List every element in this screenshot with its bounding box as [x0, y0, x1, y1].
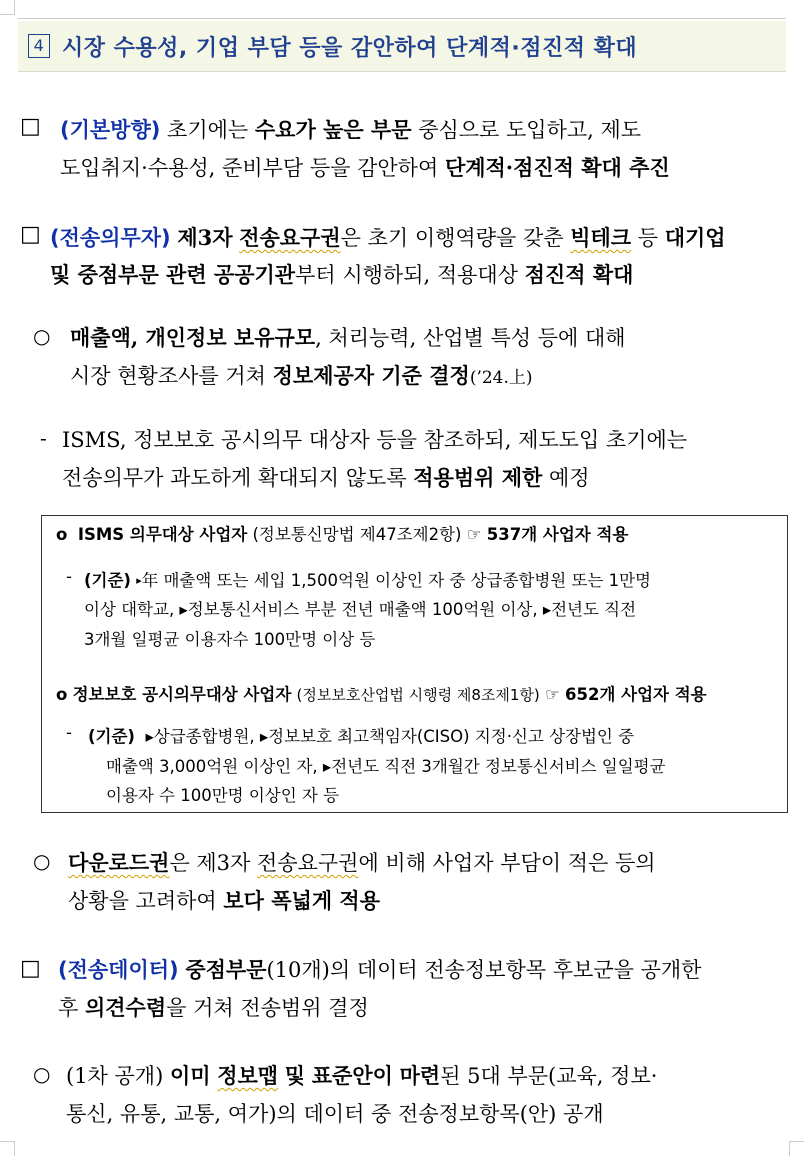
box-item-1-dash: -	[66, 567, 72, 586]
pointing-hand-icon: ☞	[545, 685, 560, 704]
dash-bullet: -	[40, 426, 47, 450]
circle-bullet: ○	[33, 324, 51, 348]
s2-heading: (전송의무자)	[50, 226, 171, 250]
page-top-rule	[18, 18, 786, 19]
circle-bullet: ○	[33, 1062, 51, 1086]
box-item-2-line-2: 매출액 3,000억원 이상인 자, ▸전년도 직전 3개월간 정보통신서비스 일일평균	[106, 757, 666, 776]
s1-line-1: (기본방향) 초기에는 수요가 높은 부문 중심으로 도입하고, 제도	[60, 117, 642, 142]
box-item-1-line-2: 이상 대학교, ▸정보통신서비스 부분 전년 매출액 100억원 이상, ▸전년도 직전	[84, 600, 637, 619]
section-title-bar	[18, 21, 786, 72]
s1-line-2: 도입취지·수용성, 준비부담 등을 감안하여 단계적·점진적 확대 추진	[60, 155, 670, 180]
s3o1-line-2: 통신, 유통, 교통, 여가)의 데이터 중 전송정보항목(안) 공개	[66, 1102, 604, 1126]
triangle-marker-icon: ▸	[136, 574, 142, 587]
circle-bullet: ○	[33, 849, 51, 873]
box-item-1-line-1: (기준) ▸年 매출액 또는 세입 1,500억원 이상인 자 중 상급종합병원 또는 1만명	[84, 571, 651, 590]
s2-line-2: 및 중점부문 관련 공공기관부터 시행하되, 적용대상 점진적 확대	[50, 262, 634, 287]
reference-box	[41, 515, 788, 813]
s2o1-line-1: 매출액, 개인정보 보유규모, 처리능력, 산업별 특성 등에 대해	[70, 325, 626, 350]
s3-line-2: 후 의견수렴을 거쳐 전송범위 결정	[58, 995, 369, 1020]
square-bullet: □	[20, 222, 41, 247]
box-item-1-header: o ISMS 의무대상 사업자 (정보통신망법 제47조제2항) ☞ 537개 사업자 적용	[56, 525, 629, 544]
square-bullet: □	[20, 114, 41, 139]
section-title: 시장 수용성, 기업 부담 등을 감안하여 단계적·점진적 확대	[62, 35, 638, 61]
box-item-2-dash: -	[66, 723, 72, 742]
s2d1-line-1: ISMS, 정보보호 공시의무 대상자 등을 참조하되, 제도도입 초기에는	[62, 428, 688, 452]
box-item-1-line-3: 3개월 일평균 이용자수 100만명 이상 등	[84, 630, 376, 649]
section-number: 4	[28, 34, 50, 58]
page-corner-mark	[789, 1141, 804, 1156]
box-item-2-header: o 정보보호 공시의무대상 사업자 (정보보호산업법 시행령 제8조제1항) ☞ 652개 사업자 적용	[56, 685, 707, 704]
s2o2-line-1: 다운로드권은 제3자 전송요구권에 비해 사업자 부담이 적은 등의	[68, 850, 656, 875]
s3-heading: (전송데이터)	[58, 958, 179, 982]
box-item-2-line-1: (기준) ▸상급종합병원, ▸정보보호 최고책임자(CISO) 지정·신고 상장법인 중	[88, 727, 635, 746]
s2d1-line-2: 전송의무가 과도하게 확대되지 않도록 적용범위 제한 예정	[62, 465, 590, 490]
s3-line-1: (전송데이터) 중점부문(10개)의 데이터 전송정보항목 후보군을 공개한	[58, 957, 702, 982]
s2o1-line-2: 시장 현황조사를 거쳐 정보제공자 기준 결정(’24.上)	[70, 363, 533, 388]
page-corner-mark	[0, 0, 15, 15]
pointing-hand-icon: ☞	[466, 525, 482, 544]
s3o1-line-1: (1차 공개) 이미 정보맵 및 표준안이 마련된 5대 부문(교육, 정보·	[66, 1063, 658, 1088]
s1-heading: (기본방향)	[60, 118, 161, 142]
s2-line-1: (전송의무자) 제3자 전송요구권은 초기 이행역량을 갖춘 빅테크 등 대기업	[50, 225, 726, 250]
page-corner-mark	[0, 1141, 15, 1156]
box-item-2-line-3: 이용자 수 100만명 이상인 자 등	[106, 786, 340, 805]
square-bullet: □	[20, 956, 41, 981]
s2o2-line-2: 상황을 고려하여 보다 폭넓게 적용	[68, 888, 380, 913]
